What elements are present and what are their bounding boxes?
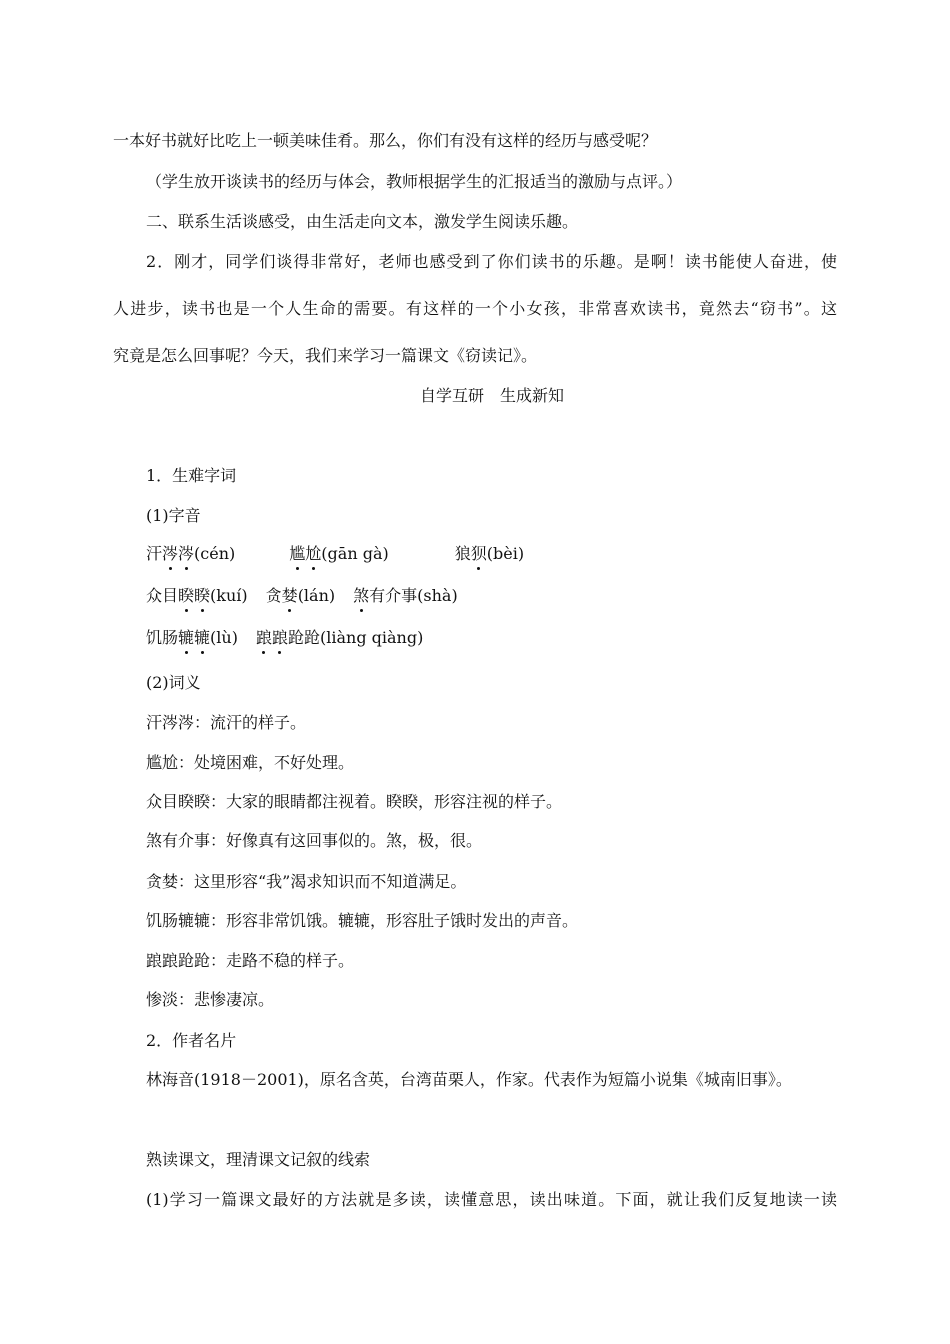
word-gan-ga: 尴尬(gān gà) — [289, 544, 389, 563]
word-zhong-mu-kui-kui: 众目睽睽(kuí) — [146, 586, 248, 605]
meaning-item: 众目睽睽：大家的眼睛都注视着。睽睽，形容注视的样子。 — [146, 792, 563, 811]
paragraph-lead-in-line-1: 2．刚才，同学们谈得非常好，老师也感受到了你们读书的乐趣。是啊！读书能使人奋进，使 — [146, 252, 837, 271]
meaning-item: 汗涔涔：流汗的样子。 — [146, 713, 307, 732]
meaning-item: 惨淡：悲惨凄凉。 — [146, 990, 275, 1009]
author-title: 2．作者名片 — [146, 1031, 237, 1050]
word-lang-bei: 狼狈(bèi) — [454, 544, 525, 563]
word-sha-you-jie-shi: 煞有介事(shà) — [353, 586, 458, 605]
section-heading: 自学互研 生成新知 — [419, 386, 564, 405]
pronunciation-title: (1)字音 — [146, 506, 201, 525]
reading-text: (1)学习一篇课文最好的方法就是多读，读懂意思，读出味道。下面，就让我们反复地读一读 — [146, 1190, 837, 1209]
pronunciation-row-3 — [146, 628, 423, 648]
vocab-title: 1．生难字词 — [146, 466, 237, 485]
meaning-item: 尴尬：处境困难，不好处理。 — [146, 753, 355, 772]
pronunciation-row-1 — [146, 544, 524, 564]
author-text: 林海音(1918－2001)，原名含英，台湾苗栗人，作家。代表作为短篇小说集《城南旧事》。 — [146, 1070, 792, 1089]
paragraph-lead-in-line-3: 究竟是怎么回事呢？今天，我们来学习一篇课文《窃读记》。 — [113, 346, 538, 365]
paragraph-lead-in-line-2: 人进步，读书也是一个人生命的需要。有这样的一个小女孩，非常喜欢读书，竟然去“窃书”。这 — [113, 299, 837, 318]
pronunciation-row-2 — [146, 586, 458, 606]
meaning-item: 煞有介事：好像真有这回事似的。煞，极，很。 — [146, 831, 483, 850]
word-tan-lan: 贪婪(lán) — [265, 586, 336, 605]
meaning-item: 踉踉跄跄：走路不稳的样子。 — [146, 951, 355, 970]
reading-title: 熟读课文，理清课文记叙的线索 — [146, 1150, 371, 1169]
meaning-item: 贪婪：这里形容“我”渴求知识而不知道满足。 — [146, 872, 467, 891]
paragraph-intro-end: 一本好书就好比吃上一顿美味佳肴。那么，你们有没有这样的经历与感受呢？ — [113, 131, 658, 150]
word-han-cen-cen: 汗涔涔(cén) — [146, 544, 236, 563]
word-liang-liang-qiang-qiang: 踉踉跄跄(liàng qiàng) — [255, 628, 424, 647]
word-ji-chang-lu-lu: 饥肠辘辘(lù) — [146, 628, 238, 647]
paragraph-step-two: 二、联系生活谈感受，由生活走向文本，激发学生阅读乐趣。 — [146, 212, 579, 231]
meaning-item: 饥肠辘辘：形容非常饥饿。辘辘，形容肚子饿时发出的声音。 — [146, 911, 579, 930]
meaning-title: (2)词义 — [146, 673, 201, 692]
paragraph-student-activity: （学生放开谈读书的经历与体会，教师根据学生的汇报适当的激励与点评。） — [146, 172, 683, 191]
